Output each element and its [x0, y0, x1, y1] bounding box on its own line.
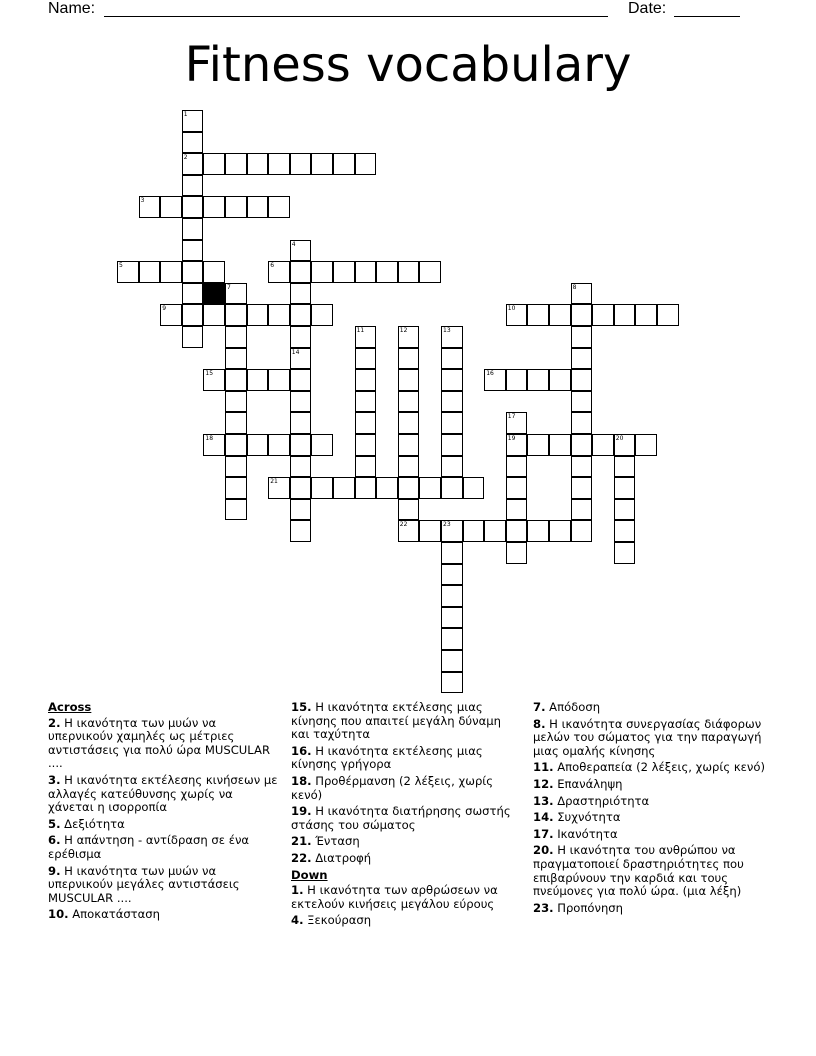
- crossword-cell[interactable]: [419, 261, 441, 283]
- crossword-cell[interactable]: [506, 520, 528, 542]
- crossword-cell[interactable]: [247, 196, 269, 218]
- cell-number: 19: [507, 435, 516, 442]
- crossword-cell[interactable]: [311, 153, 333, 175]
- crossword-cell[interactable]: [549, 304, 571, 326]
- crossword-cell[interactable]: [290, 499, 312, 521]
- clue-text: Η ικανότητα εκτέλεσης μιας κίνησης γρήγορα: [291, 743, 483, 772]
- clue-across-9: [48, 865, 280, 906]
- crossword-cell[interactable]: [441, 456, 463, 478]
- crossword-cell[interactable]: [571, 326, 593, 348]
- down-heading: Down: [291, 867, 328, 882]
- clue-text: Η ικανότητα των μυών να υπερνικούν μεγάλες αντιστάσεις MUSCULAR ....: [48, 863, 240, 905]
- clue-number: 3.: [48, 772, 61, 787]
- crossword-cell[interactable]: [203, 261, 225, 283]
- crossword-cell[interactable]: [268, 196, 290, 218]
- cell-number: 1: [183, 111, 188, 118]
- cell-number: 13: [443, 327, 451, 334]
- crossword-cell[interactable]: [592, 434, 614, 456]
- crossword-cell[interactable]: [441, 564, 463, 586]
- crossword-cell[interactable]: [506, 456, 528, 478]
- crossword-cell[interactable]: [225, 304, 247, 326]
- clue-down-20: [533, 844, 773, 898]
- name-label: Name:: [48, 0, 96, 17]
- clue-text: Η ικανότητα εκτέλεσης μιας κίνησης που απαιτεί μεγάλη δύναμη και ταχύτητα: [291, 700, 501, 742]
- clue-text: Η ικανότητα εκτέλεσης κινήσεων με αλλαγές κατεύθυνσης χωρίς να χάνεται η ισορροπία: [48, 772, 278, 815]
- crossword-cell[interactable]: [571, 348, 593, 370]
- page-title: Fitness vocabulary: [184, 37, 632, 93]
- crossword-cell[interactable]: [527, 434, 549, 456]
- clue-across-21: [291, 835, 523, 849]
- crossword-cell[interactable]: [355, 434, 377, 456]
- crossword-cell[interactable]: [441, 585, 463, 607]
- clue-text: Η ικανότητα διατήρησης σωστής στάσης του σώματος: [291, 804, 511, 832]
- clue-down-13: [533, 795, 773, 809]
- crossword-cell[interactable]: [290, 283, 312, 305]
- crossword-cell[interactable]: [290, 412, 312, 434]
- crossword-cell[interactable]: [571, 434, 593, 456]
- crossword-cell[interactable]: [268, 153, 290, 175]
- crossword-cell[interactable]: [290, 261, 312, 283]
- crossword-cell[interactable]: [398, 348, 420, 370]
- clue-text: Η ικανότητα των αρθρώσεων να εκτελούν κινήσεις μεγάλου εύρους: [291, 883, 498, 911]
- crossword-cell[interactable]: [333, 153, 355, 175]
- crossword-cell[interactable]: [311, 304, 333, 326]
- crossword-cell[interactable]: [376, 261, 398, 283]
- clue-number: 8.: [533, 716, 546, 731]
- crossword-cell[interactable]: [506, 412, 528, 434]
- crossword-cell[interactable]: [160, 304, 182, 326]
- crossword-cell[interactable]: [614, 520, 636, 542]
- crossword-cell[interactable]: [225, 283, 247, 305]
- crossword-cell[interactable]: [182, 153, 204, 175]
- crossword-cell[interactable]: [571, 412, 593, 434]
- crossword-cell[interactable]: [182, 261, 204, 283]
- crossword-cell[interactable]: [614, 499, 636, 521]
- crossword-cell[interactable]: [441, 542, 463, 564]
- crossword-cell[interactable]: [290, 153, 312, 175]
- clue-number: 23.: [533, 900, 554, 915]
- cell-number: 21: [270, 478, 278, 486]
- crossword-cell[interactable]: [203, 196, 225, 218]
- cell-number: 6: [270, 262, 275, 270]
- across-heading: Across: [48, 700, 92, 714]
- crossword-cell[interactable]: [182, 196, 204, 218]
- clue-text: Η ικανότητα των μυών να υπερνικούν χαμηλές ως μέτριες αντιστάσεις για πολύ ώρα MUSCULAR ....: [48, 715, 270, 771]
- cell-number: 17: [507, 413, 516, 421]
- crossword-cell[interactable]: [441, 672, 463, 694]
- crossword-cell[interactable]: [311, 477, 333, 499]
- clue-across-16: [291, 745, 523, 772]
- clue-text: Διατροφή: [315, 850, 372, 865]
- crossword-cell[interactable]: [441, 348, 463, 370]
- clue-number: 9.: [48, 863, 61, 878]
- crossword-cell[interactable]: [571, 477, 593, 499]
- crossword-cell[interactable]: [441, 628, 463, 650]
- crossword-cell[interactable]: [484, 520, 506, 542]
- crossword-cell[interactable]: [398, 369, 420, 391]
- crossword-black-cell: [203, 283, 225, 305]
- clue-down-11: [533, 761, 773, 775]
- clue-number: 14.: [533, 810, 554, 825]
- clue-number: 1.: [291, 883, 304, 898]
- crossword-cell[interactable]: [398, 391, 420, 413]
- crossword-cell[interactable]: [376, 477, 398, 499]
- crossword-cell[interactable]: [549, 434, 571, 456]
- crossword-cell[interactable]: [182, 218, 204, 240]
- crossword-cell[interactable]: [268, 369, 290, 391]
- crossword-cell[interactable]: [182, 132, 204, 154]
- crossword-cell[interactable]: [355, 153, 377, 175]
- clue-number: 16.: [291, 743, 312, 758]
- crossword-cell[interactable]: [398, 412, 420, 434]
- crossword-cell[interactable]: [290, 369, 312, 391]
- date-label: Date:: [628, 0, 667, 17]
- crossword-cell[interactable]: [506, 434, 528, 456]
- crossword-cell[interactable]: [290, 326, 312, 348]
- crossword-cell[interactable]: [571, 520, 593, 542]
- crossword-cell[interactable]: [549, 520, 571, 542]
- crossword-cell[interactable]: [614, 304, 636, 326]
- crossword-cell[interactable]: [571, 499, 593, 521]
- cell-number: 12: [399, 327, 408, 334]
- cell-number: 10: [507, 305, 516, 313]
- crossword-cell[interactable]: [203, 304, 225, 326]
- crossword-cell[interactable]: [247, 369, 269, 391]
- clue-number: 15.: [291, 700, 312, 714]
- clue-number: 4.: [291, 913, 304, 928]
- crossword-cell[interactable]: [182, 240, 204, 262]
- crossword-cell[interactable]: [571, 456, 593, 478]
- clue-down-8: [533, 718, 773, 759]
- clue-text: Η ικανότητα συνεργασίας διάφορων μελών του σώματος για την παραγωγή μιας ομαλής κίνησης: [533, 716, 762, 758]
- crossword-cell[interactable]: [398, 456, 420, 478]
- header: [48, 0, 748, 20]
- clue-down-4: [291, 914, 523, 928]
- clue-text: Συχνότητα: [557, 810, 621, 825]
- crossword-cell[interactable]: [355, 348, 377, 370]
- clue-text: Ικανότητα: [557, 826, 618, 841]
- clue-text: Η ικανότητα του ανθρώπου να πραγματοποιεί δραστηριότητες που επιβαρύνουν την καρδιά και τους πνεύμονες για πολύ ώρα. (μια λέξη): [533, 843, 744, 899]
- crossword-cell[interactable]: [225, 153, 247, 175]
- crossword-cell[interactable]: [527, 369, 549, 391]
- crossword-cell[interactable]: [398, 520, 420, 542]
- crossword-cell[interactable]: [614, 434, 636, 456]
- crossword-cell[interactable]: [333, 261, 355, 283]
- clue-text: Επανάληψη: [557, 776, 623, 791]
- crossword-cell[interactable]: [182, 110, 204, 132]
- crossword-cell[interactable]: [355, 477, 377, 499]
- crossword-cell[interactable]: [117, 261, 139, 283]
- crossword-cell[interactable]: [419, 520, 441, 542]
- clue-text: Δραστηριότητα: [557, 793, 650, 808]
- crossword-cell[interactable]: [247, 153, 269, 175]
- crossword-cell[interactable]: [333, 477, 355, 499]
- cell-number: 2: [183, 154, 188, 162]
- name-line[interactable]: [104, 16, 608, 17]
- clue-number: 13.: [533, 793, 554, 808]
- crossword-cell[interactable]: [355, 369, 377, 391]
- cell-number: 8: [572, 283, 577, 291]
- crossword-cell[interactable]: [182, 283, 204, 305]
- crossword-cell[interactable]: [355, 326, 377, 348]
- clue-number: 12.: [533, 776, 554, 791]
- clue-column-2: [291, 701, 523, 931]
- clue-across-19: [291, 805, 523, 832]
- clue-across-3: [48, 774, 280, 815]
- clue-text: Προθέρμανση (2 λέξεις, χωρίς κενό): [291, 773, 494, 802]
- crossword-cell[interactable]: [290, 391, 312, 413]
- crossword-cell[interactable]: [398, 261, 420, 283]
- clue-column-1: [48, 701, 280, 925]
- crossword-cell[interactable]: [419, 477, 441, 499]
- cell-number: 5: [119, 262, 123, 270]
- crossword-cell[interactable]: [247, 434, 269, 456]
- crossword-cell[interactable]: [527, 520, 549, 542]
- crossword-cell[interactable]: [398, 326, 420, 348]
- crossword-cell[interactable]: [571, 369, 593, 391]
- crossword-cell[interactable]: [441, 412, 463, 434]
- clue-down-7: [533, 701, 773, 715]
- clue-text: Ξεκούραση: [307, 913, 372, 928]
- crossword-cell[interactable]: [225, 434, 247, 456]
- crossword-cell[interactable]: [527, 304, 549, 326]
- crossword-cell[interactable]: [160, 196, 182, 218]
- clue-number: 11.: [533, 760, 554, 775]
- cell-number: 16: [486, 370, 494, 378]
- crossword-cell[interactable]: [441, 650, 463, 672]
- crossword-cell[interactable]: [225, 477, 247, 499]
- crossword-cell[interactable]: [182, 304, 204, 326]
- crossword-cell[interactable]: [355, 391, 377, 413]
- crossword-cell[interactable]: [290, 240, 312, 262]
- clue-text: Αποκατάσταση: [72, 907, 161, 922]
- cell-number: 9: [162, 305, 167, 313]
- crossword-cell[interactable]: [463, 477, 485, 499]
- clue-down-1: [291, 884, 523, 911]
- clue-down-23: [533, 902, 773, 916]
- crossword-cell[interactable]: [506, 477, 528, 499]
- crossword-cell[interactable]: [506, 499, 528, 521]
- cell-number: 20: [615, 435, 624, 442]
- cell-number: 7: [227, 283, 231, 291]
- clue-number: 21.: [291, 834, 312, 849]
- crossword-cell[interactable]: [290, 456, 312, 478]
- clue-text: Δεξιότητα: [64, 816, 125, 831]
- crossword-cell[interactable]: [290, 348, 312, 370]
- crossword-cell[interactable]: [549, 369, 571, 391]
- clue-across-5: [48, 818, 280, 832]
- clue-down-14: [533, 811, 773, 825]
- clue-across-10: [48, 908, 280, 922]
- crossword-cell[interactable]: [225, 348, 247, 370]
- cell-number: 4: [291, 240, 296, 248]
- crossword-cell[interactable]: [506, 304, 528, 326]
- crossword-cell[interactable]: [635, 304, 657, 326]
- crossword-cell[interactable]: [614, 456, 636, 478]
- clue-text: Η απάντηση - αντίδραση σε ένα ερέθισμα: [48, 833, 250, 861]
- cell-number: 15: [205, 370, 214, 378]
- crossword-cell[interactable]: [355, 456, 377, 478]
- crossword-cell[interactable]: [268, 261, 290, 283]
- crossword-cell[interactable]: [290, 304, 312, 326]
- crossword-cell[interactable]: [311, 434, 333, 456]
- clue-across-6: [48, 834, 280, 861]
- crossword-cell[interactable]: [506, 542, 528, 564]
- clue-across-2: [48, 717, 280, 771]
- crossword-cell[interactable]: [441, 326, 463, 348]
- crossword-cell[interactable]: [182, 326, 204, 348]
- crossword-cell[interactable]: [225, 196, 247, 218]
- crossword-cell[interactable]: [398, 477, 420, 499]
- crossword-cell[interactable]: [441, 369, 463, 391]
- crossword-cell[interactable]: [225, 326, 247, 348]
- crossword-cell[interactable]: [139, 261, 161, 283]
- crossword-cell[interactable]: [614, 542, 636, 564]
- clue-number: 20.: [533, 843, 554, 858]
- crossword-cell[interactable]: [203, 434, 225, 456]
- cell-number: 18: [205, 435, 214, 442]
- crossword-cell[interactable]: [290, 520, 312, 542]
- date-line[interactable]: [674, 16, 740, 17]
- clue-across-22: [291, 852, 523, 866]
- crossword-cell[interactable]: [355, 412, 377, 434]
- crossword-cell[interactable]: [311, 261, 333, 283]
- clue-number: 17.: [533, 826, 554, 841]
- clue-column-3: [533, 701, 773, 918]
- crossword-cell[interactable]: [484, 369, 506, 391]
- crossword-cell[interactable]: [268, 304, 290, 326]
- cell-number: 14: [291, 348, 300, 356]
- cell-number: 3: [140, 197, 145, 205]
- clue-down-12: [533, 778, 773, 792]
- cell-number: 23: [443, 521, 451, 529]
- crossword-cell[interactable]: [441, 607, 463, 629]
- crossword-cell[interactable]: [225, 499, 247, 521]
- crossword-cell[interactable]: [139, 196, 161, 218]
- crossword-cell[interactable]: [203, 153, 225, 175]
- clue-number: 22.: [291, 850, 312, 865]
- crossword-cell[interactable]: [657, 304, 679, 326]
- clue-text: Προπόνηση: [557, 900, 623, 915]
- cell-number: 22: [399, 521, 408, 529]
- crossword-cell[interactable]: [225, 369, 247, 391]
- clue-number: 18.: [291, 773, 312, 788]
- crossword-cell[interactable]: [463, 520, 485, 542]
- crossword-cell[interactable]: [614, 477, 636, 499]
- crossword-cell[interactable]: [225, 456, 247, 478]
- clue-number: 7.: [533, 700, 546, 714]
- crossword-cell[interactable]: [160, 261, 182, 283]
- crossword-cell[interactable]: [571, 391, 593, 413]
- crossword-cell[interactable]: [290, 434, 312, 456]
- crossword-cell[interactable]: [506, 369, 528, 391]
- clue-text: Απόδοση: [549, 700, 601, 714]
- clue-number: 5.: [48, 816, 61, 831]
- crossword-cell[interactable]: [635, 434, 657, 456]
- crossword-cell[interactable]: [268, 477, 290, 499]
- clue-down-17: [533, 828, 773, 842]
- clue-across-15: [291, 701, 523, 742]
- clue-text: Ένταση: [315, 834, 360, 849]
- clue-text: Αποθεραπεία (2 λέξεις, χωρίς κενό): [557, 760, 766, 775]
- crossword-cell[interactable]: [398, 434, 420, 456]
- crossword-cell[interactable]: [225, 412, 247, 434]
- crossword-cell[interactable]: [290, 477, 312, 499]
- crossword-cell[interactable]: [592, 304, 614, 326]
- crossword-cell[interactable]: [441, 520, 463, 542]
- crossword-cell[interactable]: [571, 304, 593, 326]
- clue-across-18: [291, 775, 523, 802]
- crossword-cell[interactable]: [268, 434, 290, 456]
- crossword-cell[interactable]: [225, 391, 247, 413]
- crossword-cell[interactable]: [441, 434, 463, 456]
- clue-number: 2.: [48, 715, 61, 730]
- clue-number: 6.: [48, 833, 61, 848]
- crossword-cell[interactable]: [182, 175, 204, 197]
- crossword-cell[interactable]: [355, 261, 377, 283]
- cell-number: 11: [356, 327, 365, 334]
- crossword-cell[interactable]: [398, 499, 420, 521]
- clue-number: 19.: [291, 804, 312, 819]
- crossword-cell[interactable]: [247, 304, 269, 326]
- crossword-cell[interactable]: [441, 477, 463, 499]
- crossword-cell[interactable]: [203, 369, 225, 391]
- crossword-cell[interactable]: [571, 283, 593, 305]
- crossword-cell[interactable]: [441, 391, 463, 413]
- clue-number: 10.: [48, 907, 69, 922]
